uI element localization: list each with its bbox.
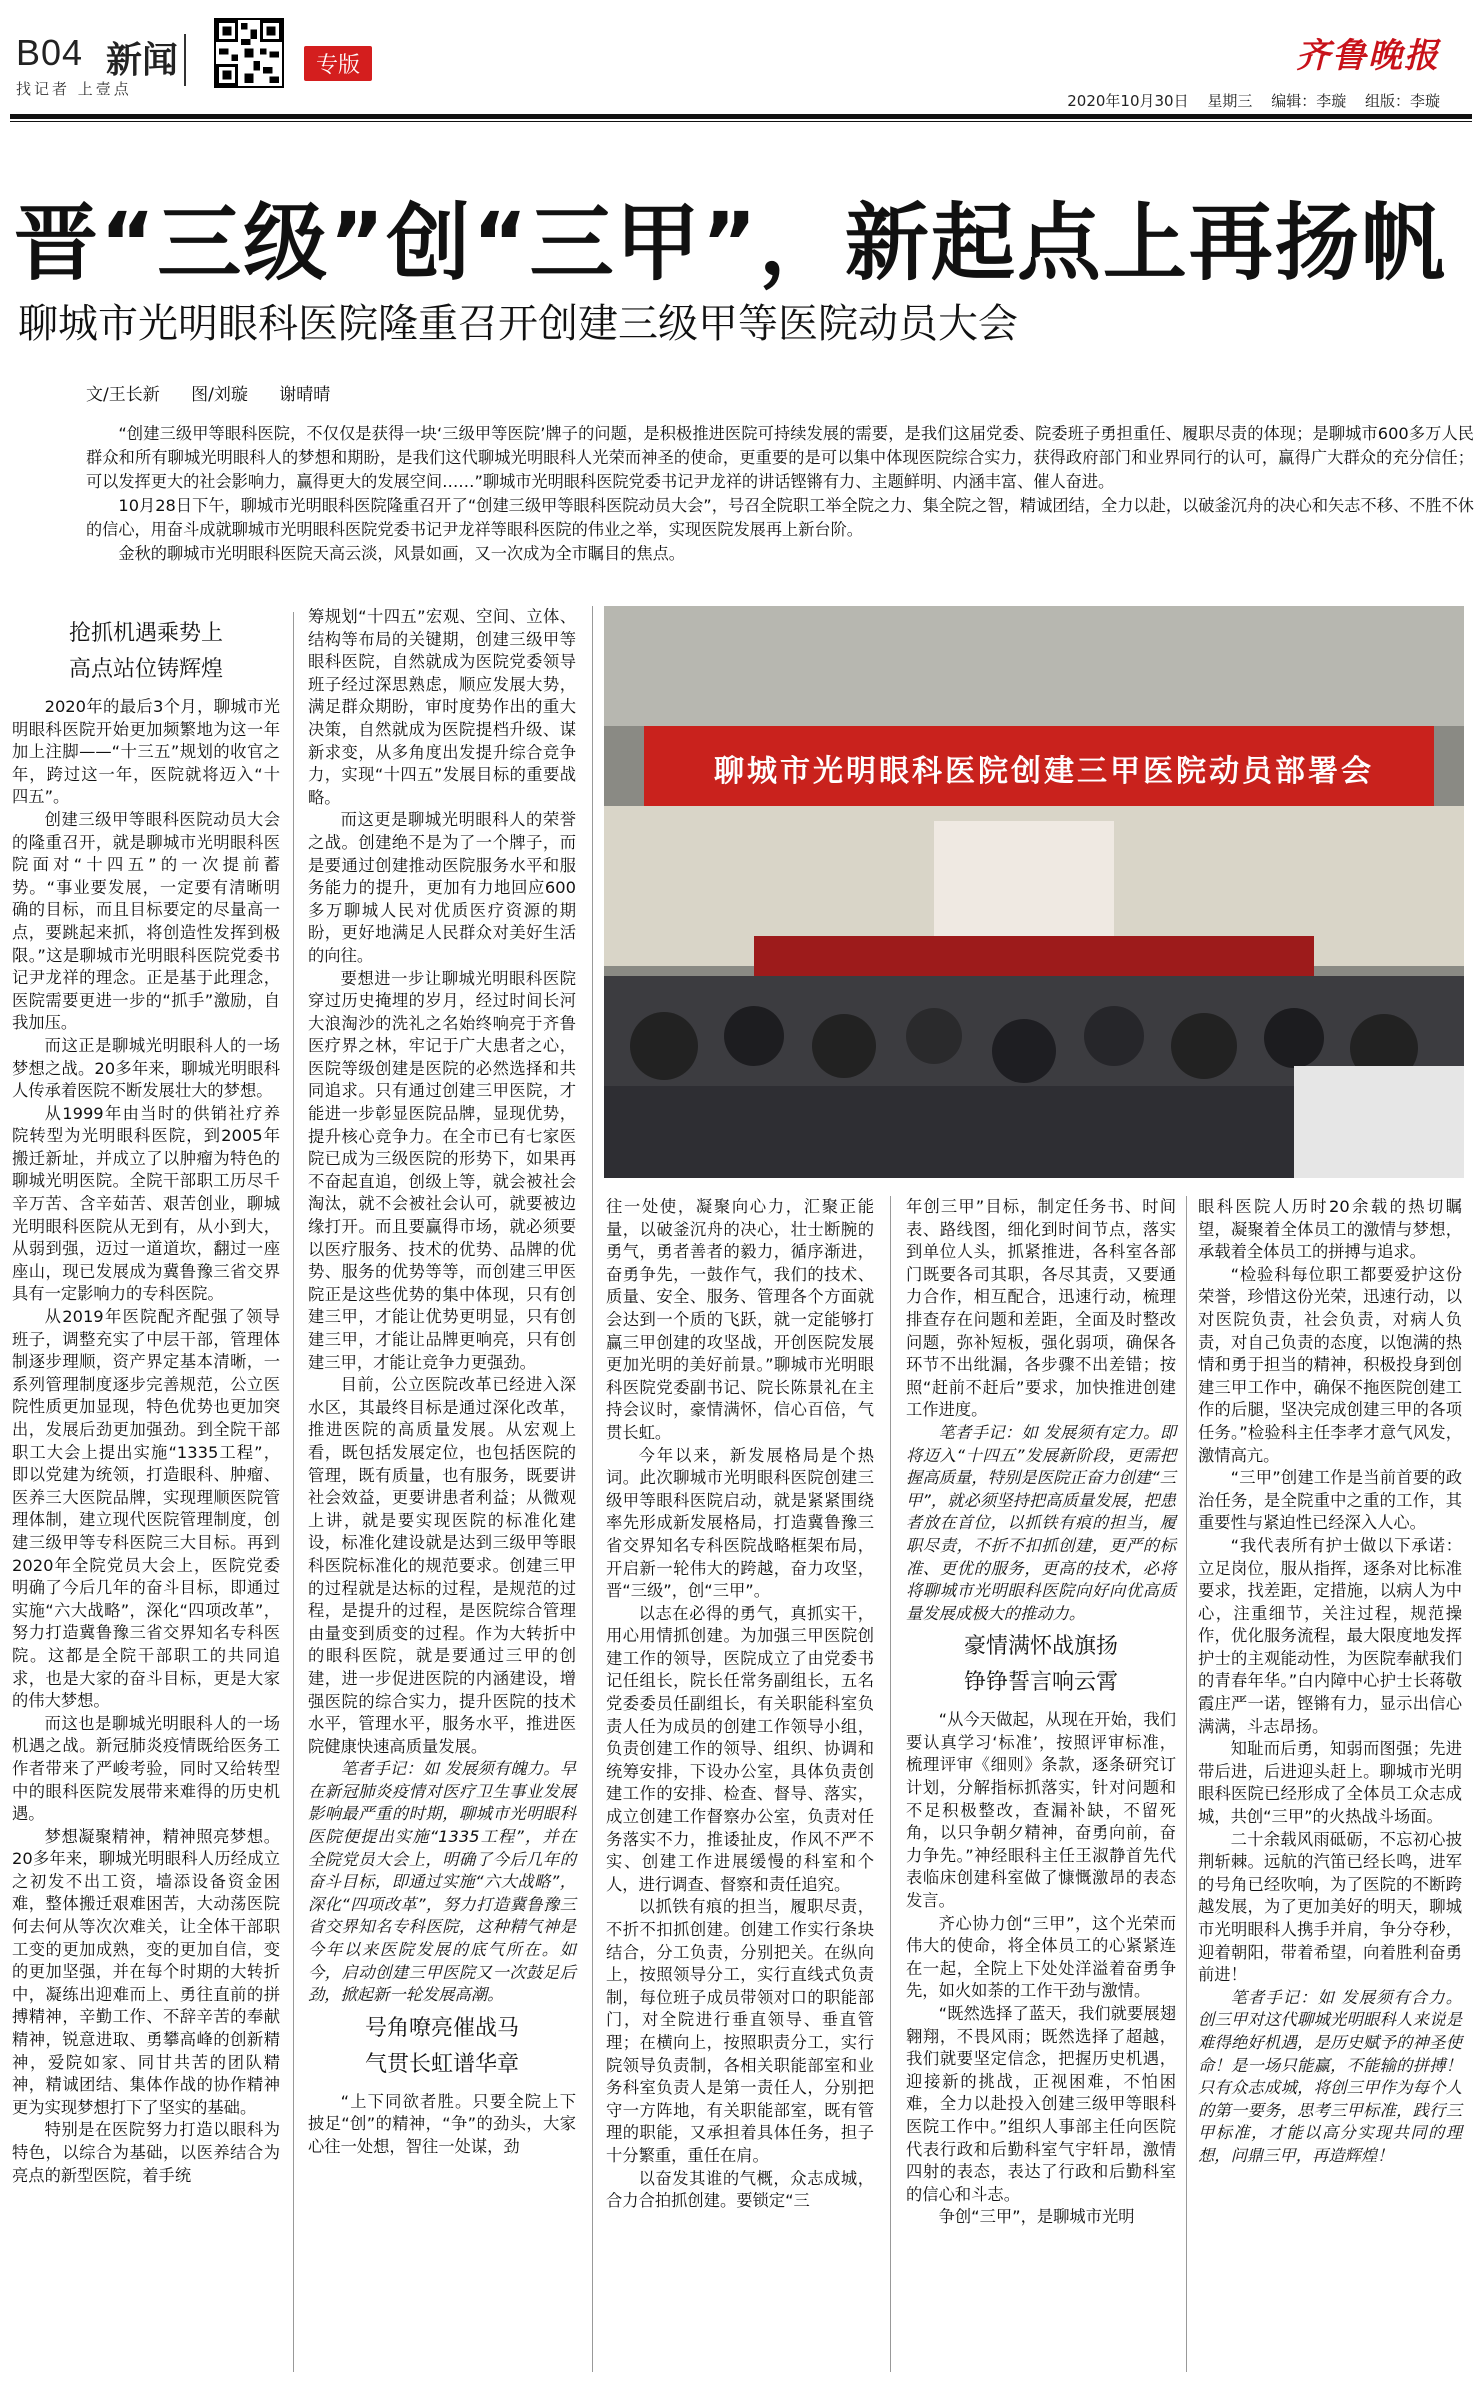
- dateline: [1053, 90, 1440, 111]
- article-column-1: [12, 612, 280, 2187]
- section-name: 新闻: [106, 40, 179, 81]
- paragraph: 齐心协力创“三甲”，这个光荣而伟大的使命，将全体员工的心紧紧连在一起，全院上下处处洋溢着奋勇争先，如火如荼的工作干劲与激情。: [906, 1913, 1176, 2001]
- photo-banner-text: 聊城市光明眼科医院创建三甲医院动员部署会: [714, 754, 1374, 789]
- paragraph: 往一处使，凝聚向心力，汇聚正能量，以破釜沉舟的决心，壮士断腕的勇气，勇者善者的毅力，循序渐进，奋勇争先，一鼓作气，我们的技术、质量、安全、服务、管理各个方面就会达到一个质的飞跃，就一定能够打赢三甲创建的攻坚战，开创医院发展更加光明的美好前景。”聊城市光明眼科医院党委副书记、院长陈景礼在主持会议时，豪情满怀，信心百倍，气贯长虹。: [606, 1197, 874, 1442]
- qr-code-icon[interactable]: [214, 18, 284, 88]
- author-note: 笔者手记：如 发展须有定力。即将迈入“十四五”发展新阶段，更需把握高质量，特别是医院正奋力创建“三甲”，就必须坚持把高质量发展，把患者放在首位，以抓铁有痕的担当，履职尽责，不折不扣抓创建，更严的标准、更优的服务，更高的技术，必将将聊城市光明眼科医院向好向优高质量发展成极大的推动力。: [906, 1422, 1176, 1623]
- reporter-line: 找记者 上壹点: [16, 80, 132, 98]
- paragraph: 知耻而后勇，知弱而图强；先进带后进，后进迎头赶上。聊城市光明眼科医院已经形成了全体员工众志成城，共创“三甲”的火热战斗场面。: [1198, 1739, 1462, 1827]
- header-rule-thin: [10, 121, 1472, 122]
- article-column-2: [308, 606, 576, 2159]
- paragraph: 创建三级甲等眼科医院动员大会的隆重召开，就是聊城市光明眼科医院面对“十四五”的一次提前蓄势。“事业要发展，一定要有清晰明确的目标，而且目标要定的尽量高一点，要跳起来抓，将创造性发挥到极限。”这是聊城市光明眼科医院党委书记尹龙祥的理念。正是基于此理念，医院需要更进一步的“抓手”激励，自我加压。: [12, 809, 280, 1033]
- headline: 晋“三级”创“三甲”，新起点上再扬帆: [14, 194, 1447, 292]
- header-divider: [184, 34, 186, 86]
- byline-photographer: 图/刘璇: [191, 385, 248, 405]
- paragraph: 从1999年由当时的供销社疗养院转型为光明眼科医院，到2005年搬迁新址，并成立了以肿瘤为特色的聊城光明医院。全院干部职工历尽千辛万苦、含辛茹苦、艰苦创业，聊城光明眼科医院从无到有，从小到大，从弱到强，迈过一道道坎，翻过一座座山，现已发展成为冀鲁豫三省交界具有一定影响力的专科医院。: [12, 1103, 280, 1304]
- issue-date: 2020年10月30日: [1067, 92, 1189, 110]
- column-divider: [592, 606, 593, 2372]
- paragraph: 以奋发其谁的气概，众志成城，合力合拍抓创建。要锁定“三: [606, 2168, 874, 2211]
- lead-paragraph: 金秋的聊城市光明眼科医院天高云淡，风景如画，又一次成为全市瞩目的焦点。: [118, 544, 685, 563]
- column-divider: [1186, 1196, 1187, 2372]
- paragraph: 争创“三甲”，是聊城市光明: [938, 2207, 1135, 2227]
- paragraph: 梦想凝聚精神，精神照亮梦想。20多年来，聊城光明眼科人历经成立之初发不出工资，墙添设备资金困难，整体搬迁艰难困苦，大动荡医院何去何从等次次难关，让全体干部职工变的更加成熟，变的更加自信，变的更加坚强，并在每个时期的大转折中，凝练出迎难而上、勇往直前的拼搏精神，辛勤工作、不辞辛苦的奉献精神，锐意进取、勇攀高峰的创新精神，爱院如家、同甘共苦的团队精神，精诚团结、集体作战的协作精神更为实现梦想打下了坚实的基础。: [12, 1826, 280, 2117]
- paragraph: 年创三甲”目标，制定任务书、时间表、路线图，细化到时间节点，落实到单位人头，抓紧推进，各科室各部门既要各司其职，各尽其责，又要通力合作，相互配合，迅速行动，梳理排查存在问题和差距，全面及时整改问题，弥补短板，强化弱项，确保各环节不出纰漏，各步骤不出差错；按照“赶前不赶后”要求，加快推进创建工作进度。: [906, 1197, 1176, 1420]
- paragraph: “既然选择了蓝天，我们就要展翅翱翔，不畏风雨；既然选择了超越，我们就要坚定信念，把握历史机遇，迎接新的挑战，正视困难，不怕困难，全力以赴投入创建三级甲等眼科医院工作中。”组织人事部主任向医院代表行政和后勤科室气宇轩昂，激情四射的表态，表达了行政和后勤科室的信心和斗志。: [906, 2004, 1176, 2204]
- section-title-3: 豪情满怀战旗扬 铮铮誓言响云霄: [963, 1634, 1118, 1696]
- paragraph: “检验科每位职工都要爱护这份荣誉，珍惜这份光荣，迅速行动，以对医院负责，社会负责，对病人负责，对自己负责的态度，以饱满的热情和勇于担当的精神，积极投身到创建三甲工作中，确保不拖医院创建工作的后腿，坚决完成创建三甲的各项任务。”检验科主任李孝才意气风发，激情高亢。: [1198, 1264, 1462, 1465]
- subheadline: 聊城市光明眼科医院隆重召开创建三级甲等医院动员大会: [18, 301, 1018, 347]
- paragraph: 而这正是聊城光明眼科人的一场梦想之战。20多年来，聊城光明眼科人传承着医院不断发展壮大的梦想。: [12, 1035, 280, 1101]
- article-column-4: [906, 1196, 1176, 2229]
- lead-paragraph: “创建三级甲等眼科医院，不仅仅是获得一块‘三级甲等医院’牌子的问题，是积极推进医院可持续发展的需要，是我们这届党委、院委班子勇担重任、履职尽责的体现；是聊城市600多万人民群众和所有聊城光明眼科人的梦想和期盼，是我们这代聊城光明眼科人光荣而神圣的使命，更重要的是可以集中体现医院综合实力，获得政府部门和业界同行的认可，赢得广大群众的充分信任；可以发挥更大的社会影响力，赢得更大的发展空间……”聊城市光明眼科医院党委书记尹龙祥的讲话铿锵有力、主题鲜明、内涵丰富、催人奋进。: [86, 424, 1474, 491]
- paragraph: 而这更是聊城光明眼科人的荣誉之战。创建绝不是为了一个牌子，而是要通过创建推动医院服务水平和服务能力的提升，更加有力地回应600多万聊城人民对优质医疗资源的期盼，更好地满足人民群众对美好生活的向往。: [308, 810, 576, 965]
- paragraph: 眼科医院人历时20余载的热切瞩望，凝聚着全体员工的激情与梦想，承载着全体员工的拼搏与追求。: [1198, 1197, 1462, 1262]
- column-divider: [293, 612, 294, 2372]
- lead-paragraphs: [86, 422, 1474, 566]
- newspaper-logo: 齐鲁晚报: [1296, 36, 1440, 76]
- lead-paragraph: 10月28日下午，聊城市光明眼科医院隆重召开了“创建三级甲等眼科医院动员大会”，号召全院职工举全院之力、集全院之智，精诚团结，全力以赴，以破釜沉舟的决心和矢志不移、不胜不休的信心，用奋斗成就聊城市光明眼科医院党委书记尹龙祥等眼科医院的伟业之举，实现医院发展再上新台阶。: [86, 496, 1474, 539]
- author-note: 笔者手记：如 发展须有合力。创三甲对这代聊城光明眼科人来说是难得绝好机遇，是历史赋予的神圣使命！是一场只能赢，不能输的拼搏！只有众志成城，将创三甲作为每个人的第一要务，思考三甲标准，践行三甲标准，才能以高分实现共同的理想，问鼎三甲，再造辉煌！: [1198, 1987, 1462, 2165]
- editor: 编辑：李璇: [1271, 92, 1347, 110]
- paragraph: 特别是在医院努力打造以眼科为特色，以综合为基础，以医养结合为亮点的新型医院，着手统: [12, 2120, 280, 2185]
- issue-weekday: 星期三: [1207, 92, 1253, 110]
- paragraph: 2020年的最后3个月，聊城市光明眼科医院开始更加频繁地为这一年加上注脚——“十三五”规划的收官之年，跨过这一年，医院就将迈入“十四五”。: [12, 697, 280, 807]
- paragraph: “三甲”创建工作是当前首要的政治任务，是全院重中之重的工作，其重要性与紧迫性已经深入人心。: [1198, 1468, 1462, 1533]
- paragraph: “从今天做起，从现在开始，我们要认真学习‘标准’，按照评审标准，梳理评审《细则》条款，逐条研究订计划，分解指标抓落实，针对问题和不足积极整改，查漏补缺，不留死角，以只争朝夕精神，奋勇向前，奋力争先。”神经眼科主任王淑静首先代表临床创建科室做了慷慨激昂的表态发言。: [906, 1710, 1176, 1911]
- paragraph: 筹规划“十四五”宏观、空间、立体、结构等布局的关键期，创建三级甲等眼科医院，自然就成为医院党委领导班子经过深思熟虑，顺应发展大势，满足群众期盼，审时度势作出的重大决策，自然就成为医院提档升级、谋新求变，从多角度出发提升综合竞争力，实现“十四五”发展目标的重要战略。: [308, 607, 576, 807]
- paragraph: 而这也是聊城光明眼科人的一场机遇之战。新冠肺炎疫情既给医务工作者带来了严峻考验，同时又给转型中的眼科医院发展带来难得的历史机遇。: [12, 1713, 280, 1824]
- paragraph: 以志在必得的勇气，真抓实干，用心用情抓创建。为加强三甲医院创建工作的领导，医院成立了由党委书记任组长，院长任常务副组长，五名党委委员任副组长，有关职能科室负责人任为成员的创建工作领导小组，负责创建工作的领导、组织、协调和统筹安排，下设办公室，具体负责创建工作的安排、检查、督导、落实，成立创建工作督察办公室，负责对任务落实不力，推诿扯皮，作风不严不实、创建工作进展缓慢的科室和个人，进行调查、督察和责任追究。: [606, 1603, 874, 1894]
- article-column-5: [1198, 1196, 1462, 2168]
- page-number: B04: [16, 32, 84, 73]
- byline-extra: 谢晴晴: [279, 385, 331, 405]
- byline: [86, 380, 356, 405]
- special-edition-tag: 专版: [304, 46, 372, 81]
- paragraph: “我代表所有护士做以下承诺：立足岗位，服从指挥，逐条对比标准要求，找差距，定措施，以病人为中心，注重细节，关注过程，规范操作，优化服务流程，最大限度地发挥护士的主观能动性，为医院奉献我们的青春年华。”白内障中心护士长蒋敬霞庄严一诺，铿锵有力，显示出信心满满，斗志昂扬。: [1198, 1535, 1462, 1736]
- paragraph: 目前，公立医院改革已经进入深水区，其最终目标是通过深化改革，推进医院的高质量发展。从宏观上看，既包括发展定位，也包括医院的管理，既有质量，也有服务，既要讲社会效益，更要讲患者利益；从微观上讲，就是要实现医院的标准化建设，标准化建设就是达到三级甲等眼科医院标准化的规范要求。创建三甲的过程就是达标的过程，是规范的过程，是提升的过程，是医院综合管理由量变到质变的过程。作为大转折中的眼科医院，就是要通过三甲的创建，进一步促进医院的内涵建设，增强医院的综合实力，提升医院的技术水平，管理水平，服务水平，推进医院健康快速高质量发展。: [308, 1375, 576, 1756]
- author-note: 笔者手记：如 发展须有魄力。早在新冠肺炎疫情对医疗卫生事业发展影响最严重的时期，聊城市光明眼科医院便提出实施“1335工程”，并在全院党员大会上，明确了今后几年的奋斗目标，即通过实施“六大战略”，深化“四项改革”，努力打造冀鲁豫三省交界知名专科医院，这种精气神是今年以来医院发展的底气所在。如今，启动创建三甲医院又一次鼓足后劲，掀起新一轮发展高潮。: [308, 1759, 576, 2005]
- layout-editor: 组版：李璇: [1364, 92, 1440, 110]
- byline-author: 文/王长新: [86, 385, 160, 405]
- paragraph: “上下同欲者胜。只要全院上下披足“创”的精神，“争”的劲头，大家心往一处想，智往一处谋，劲: [308, 2091, 576, 2156]
- paragraph: 以抓铁有痕的担当，履职尽责，不折不扣抓创建。创建工作实行条块结合，分工负责，分别把关。在纵向上，按照领导分工，实行直线式负责制，每位班子成员带领对口的职能部门，对全院进行垂直领导、垂直管理；在横向上，按照职责分工，实行院领导负责制，各相关职能部室和业务科室负责人是第一责任人，分别把守一方阵地，有关职能部室，既有管理的职能，又承担着具体任务，担子十分繁重，重任在肩。: [606, 1897, 874, 2165]
- section-title-1: 抢抓机遇乘势上 高点站位铸辉煌: [68, 621, 223, 682]
- header-rule: [10, 114, 1472, 119]
- paragraph: 从2019年医院配齐配强了领导班子，调整充实了中层干部，管理体制逐步理顺，资产界定基本清晰，一系列管理制度逐步完善规范，公立医院性质更加显现，特色优势也更加突出，发展后劲更加强劲。到全院干部职工大会上提出实施“1335工程”，即以党建为统领，打造眼科、肿瘤、医养三大医院品牌，实现理顺医院管理体制，建立现代医院管理制度，创建三级甲等专科医院三大目标。再到2020年全院党员大会上，医院党委明确了今后几年的奋斗目标，即通过实施“六大战略”，深化“四项改革”，努力打造冀鲁豫三省交界知名专科医院。这都是全院干部职工的共同追求，也是大家的奋斗目标，更是大家的伟大梦想。: [12, 1307, 280, 1711]
- section-title-2: 号角嘹亮催战马 气贯长虹谱华章: [364, 2015, 519, 2077]
- column-divider: [890, 1196, 891, 2372]
- paragraph: 二十余载风雨砥砺，不忘初心披荆斩棘。远航的汽笛已经长鸣，进军的号角已经吹响，为了医院的不断跨越发展，为了更加美好的明天，聊城市光明眼科人携手并肩，争分夺秒，迎着朝阳，带着希望，向着胜利奋勇前进！: [1198, 1829, 1462, 1985]
- paragraph: 今年以来，新发展格局是个热词。此次聊城市光明眼科医院创建三级甲等眼科医院启动，就是紧紧围绕率先形成新发展格局，打造冀鲁豫三省交界知名专科医院战略框架布局，开启新一轮伟大的跨越，奋力攻坚，晋“三级”，创“三甲”。: [606, 1445, 874, 1601]
- article-column-3: [606, 1196, 874, 2213]
- conference-photo: [604, 606, 1464, 1178]
- paragraph: 要想进一步让聊城光明眼科医院穿过历史掩埋的岁月，经过时间长河大浪淘沙的洗礼之名始终响亮于齐鲁医疗界之林，牢记于广大患者之心，医院等级创建是医院的必然选择和共同追求。只有通过创建三甲医院，才能进一步彰显医院品牌，显现优势，提升核心竞争力。在全市已有七家医院已成为三级医院的形势下，如果再不奋起直追，创级上等，就会被社会淘汰，就不会被社会认可，就要被边缘打开。而且要赢得市场，就必须要以医疗服务、技术的优势、品牌的优势、服务的优势等等，而创建三甲医院正是这些优势的集中体现，只有创建三甲，才能让优势更明显，只有创建三甲，才能让品牌更响亮，只有创建三甲，才能让竞争力更强劲。: [308, 968, 576, 1372]
